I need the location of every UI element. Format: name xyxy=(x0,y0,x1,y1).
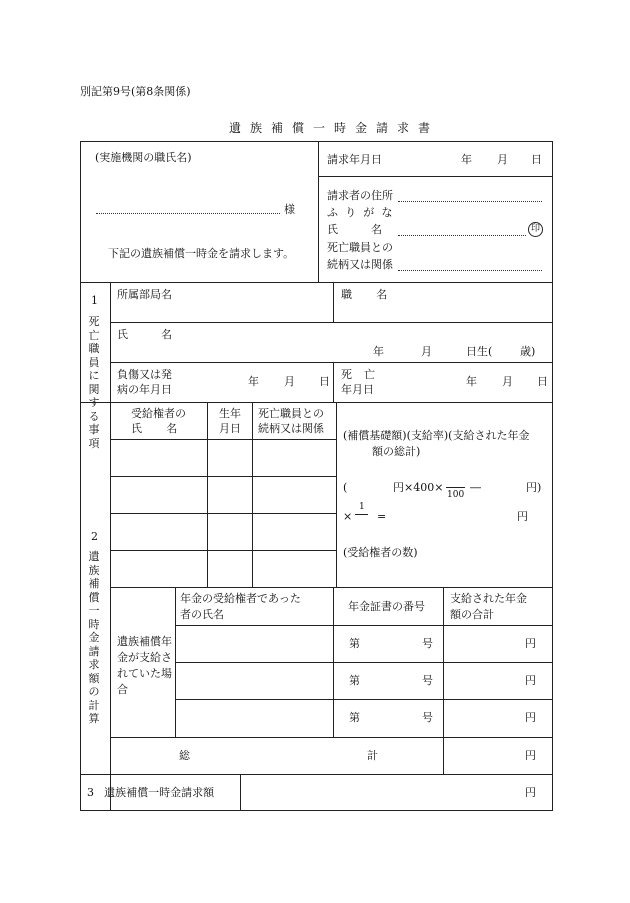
relation-header-2: 続柄又は関係 xyxy=(258,422,324,435)
injury-year: 年 xyxy=(248,375,259,388)
paid-yen-3: 円 xyxy=(525,711,536,724)
fraction-bar-1 xyxy=(355,514,368,515)
formula-eq: = xyxy=(377,510,387,523)
paid-total-header-2: 額の合計 xyxy=(450,608,494,621)
formula-100: 100 xyxy=(447,490,465,500)
relation-label-2: 続柄又は関係 xyxy=(327,258,393,271)
age-suffix: 歳) xyxy=(520,345,536,358)
formula-1: 1 xyxy=(359,502,365,512)
agency-line xyxy=(96,213,280,214)
request-date-month: 月 xyxy=(497,153,508,166)
injury-month: 月 xyxy=(284,375,295,388)
relation-label-1: 死亡職員との xyxy=(327,241,393,254)
annex-label: 別記第9号(第8条関係) xyxy=(80,85,191,98)
request-date-label: 請求年月日 xyxy=(327,153,382,166)
cert-go-1: 号 xyxy=(422,637,433,650)
address-label: 請求者の住所 xyxy=(327,189,393,202)
fraction-bar-100 xyxy=(446,487,465,488)
injury-day: 日 xyxy=(319,375,330,388)
form-title: 遺族補償一時金請求書 xyxy=(229,121,440,135)
formula-count: (受給権者の数) xyxy=(343,546,418,559)
section3-label: 3 遺族補償一時金請求額 xyxy=(87,786,215,799)
pension-case-label: 遺族補償年金が支給されていた場合 xyxy=(117,635,172,696)
death-year: 年 xyxy=(466,375,477,388)
cert-dai-2: 第 xyxy=(349,674,360,687)
cert-go-2: 号 xyxy=(422,674,433,687)
dept-label: 所属部局名 xyxy=(117,288,172,301)
formula-yen: 円 xyxy=(517,510,528,523)
formula-minus: ― xyxy=(470,481,481,494)
claimant-name-line xyxy=(398,235,526,236)
request-text: 下記の遺族補償一時金を請求します。 xyxy=(108,247,295,260)
total-label-2: 計 xyxy=(367,749,378,762)
death-label-2: 年月日 xyxy=(341,383,374,396)
injury-label-1: 負傷又は発 xyxy=(117,368,172,381)
death-month: 月 xyxy=(502,375,513,388)
relation-line xyxy=(398,270,542,271)
cert-dai-1: 第 xyxy=(349,637,360,650)
furigana-label: ふりがな xyxy=(327,206,400,219)
birth-header-2: 月日 xyxy=(219,422,241,435)
relation-header-1: 死亡職員との xyxy=(258,407,324,420)
formula-times: × xyxy=(343,510,353,523)
job-label: 職名 xyxy=(341,288,412,301)
cert-go-3: 号 xyxy=(422,711,433,724)
formula-open: ( xyxy=(343,481,348,494)
birth-month: 月 xyxy=(421,345,432,358)
death-day: 日 xyxy=(537,375,548,388)
request-date-year: 年 xyxy=(461,153,472,166)
total-yen: 円 xyxy=(525,749,536,762)
address-line xyxy=(398,201,542,202)
death-label-1: 死亡 xyxy=(341,368,388,381)
section1-label: 死亡職員に関する事項 xyxy=(88,315,100,450)
request-date-day: 日 xyxy=(531,153,542,166)
agency-label: (実施機関の職氏名) xyxy=(95,151,192,164)
birth-day-suffix: 日生( xyxy=(466,345,493,358)
pension-holder-header-1: 年金の受給権者であった xyxy=(180,592,301,605)
paid-yen-2: 円 xyxy=(525,674,536,687)
deceased-name-label: 氏名 xyxy=(117,328,205,341)
formula-yen-close: 円) xyxy=(526,481,542,494)
formula-header-1: (補償基礎額)(支給率)(支給された年金 xyxy=(343,429,530,442)
cert-number-header: 年金証書の番号 xyxy=(348,600,425,613)
sama-label: 様 xyxy=(284,203,295,216)
section2-number: 2 xyxy=(91,530,98,543)
section3-yen: 円 xyxy=(525,786,536,799)
section2-label: 遺族補償一時金請求額の計算 xyxy=(88,550,100,726)
recipient-name-header-2: 氏名 xyxy=(131,422,202,435)
paid-total-header-1: 支給された年金 xyxy=(450,592,527,605)
section1-number: 1 xyxy=(91,294,98,307)
total-label-1: 総 xyxy=(179,749,190,762)
formula-yen-x400: 円×400× xyxy=(393,481,444,494)
formula-header-2: 額の総計) xyxy=(372,445,421,458)
recipient-name-header-1: 受給権者の xyxy=(131,407,186,420)
seal-mark: 印 xyxy=(528,222,543,237)
birth-year: 年 xyxy=(373,345,384,358)
pension-holder-header-2: 者の氏名 xyxy=(180,608,224,621)
paid-yen-1: 円 xyxy=(525,637,536,650)
cert-dai-3: 第 xyxy=(349,711,360,724)
claimant-name-label: 氏名 xyxy=(327,223,415,236)
injury-label-2: 病の年月日 xyxy=(117,383,172,396)
birth-header-1: 生年 xyxy=(219,407,241,420)
